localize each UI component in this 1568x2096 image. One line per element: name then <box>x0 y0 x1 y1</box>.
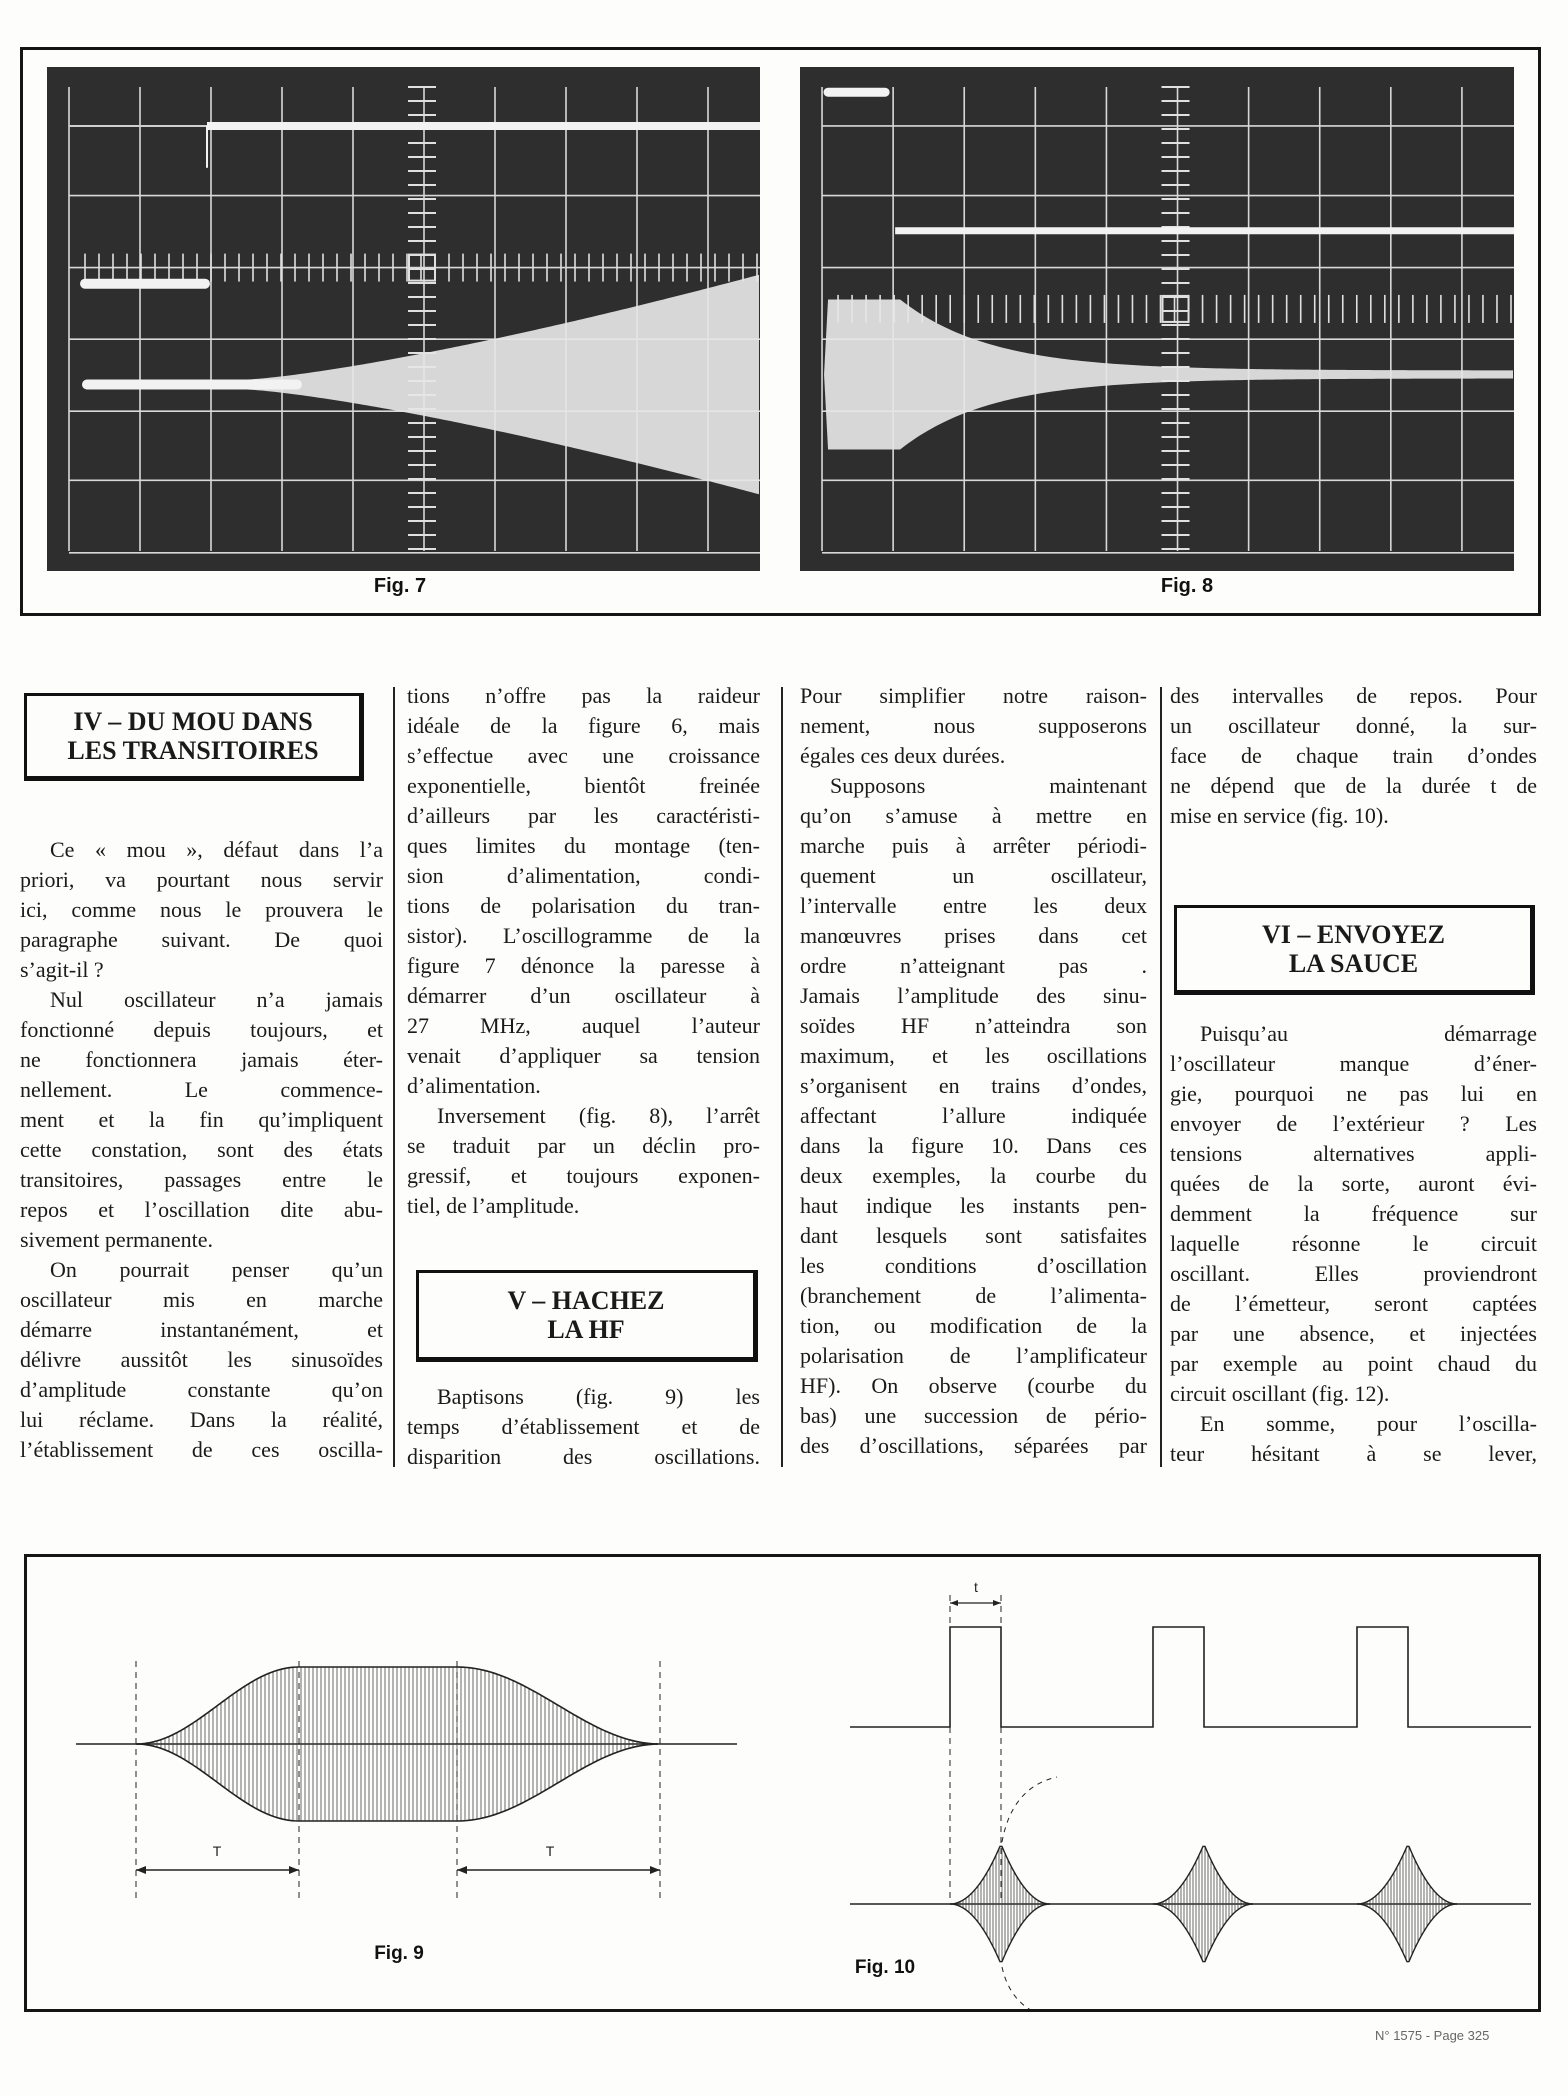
column-4-text-continued <box>1170 1019 1537 1469</box>
text-line: l’établissement de ces oscilla- <box>20 1437 383 1462</box>
text-line: dant lesquels sont satisfaites <box>800 1223 1147 1248</box>
heading-line: IV – DU MOU DANS <box>73 707 313 736</box>
diagram-frame <box>24 1554 1541 2012</box>
text-line: tions de polarisation du tran- <box>407 893 760 918</box>
text-line: démarre instantanément, et <box>20 1317 383 1342</box>
fig9-t-label-right: T <box>545 1843 555 1859</box>
text-line: oscillateur mis en marche <box>20 1287 383 1312</box>
text-line: ici, comme nous le prouvera le <box>20 897 383 922</box>
text-line: tiel, de l’amplitude. <box>407 1193 580 1218</box>
fig9-t-label-left: T <box>212 1843 222 1859</box>
text-line: manœuvres prises dans cet <box>800 923 1147 948</box>
column-4-text <box>1170 681 1537 831</box>
text-line: se traduit par un déclin pro- <box>407 1133 760 1158</box>
text-line: qu’on s’amuse à mettre en <box>800 803 1147 828</box>
text-line: gie, pourquoi ne pas lui en <box>1170 1081 1537 1106</box>
fig10-envelope-top <box>1357 1846 1457 1904</box>
fig10-control-signal <box>850 1627 1531 1727</box>
text-line: ment et la fin qu’impliquent <box>20 1107 383 1132</box>
text-line: affectant l’allure indiquée <box>800 1103 1147 1128</box>
text-line: En somme, pour l’oscilla- <box>1200 1411 1537 1436</box>
text-line: d’alimentation. <box>407 1073 541 1098</box>
text-line: ordre n’atteignant pas . <box>800 953 1147 978</box>
fig10-t-label: t <box>974 1579 978 1595</box>
text-line: Ce « mou », défaut dans l’a <box>50 837 383 862</box>
fig10-caption: Fig. 10 <box>854 1957 916 1978</box>
text-line: d’amplitude constante qu’on <box>20 1377 383 1402</box>
text-line: dans la figure 10. Dans ces <box>800 1133 1147 1158</box>
text-line: marche puis à arrêter périodi- <box>800 833 1147 858</box>
fig8-caption: Fig. 8 <box>1160 575 1214 597</box>
text-line: des intervalles de repos. Pour <box>1170 683 1537 708</box>
text-line: l’intervalle entre les deux <box>800 893 1147 918</box>
fig8-oscillogram-photo <box>800 67 1514 571</box>
heading-line: V – HACHEZ <box>507 1286 665 1315</box>
fig10-envelope-top <box>950 1846 1050 1904</box>
text-line: mise en service (fig. 10). <box>1170 803 1389 828</box>
section-heading-v <box>416 1270 758 1362</box>
text-line: laquelle résonne le circuit <box>1170 1231 1537 1256</box>
fig7-caption: Fig. 7 <box>373 575 427 597</box>
text-line: d’ailleurs par les caractéristi- <box>407 803 760 828</box>
fig9-fig10-diagrams <box>27 1557 1538 2009</box>
column-2-text-continued <box>407 1382 760 1472</box>
text-line: venait d’appliquer sa tension <box>407 1043 760 1068</box>
text-line: idéale de la figure 6, mais <box>407 713 760 738</box>
text-line: quées de la sorte, auront évi- <box>1170 1171 1537 1196</box>
fig10-envelope-bottom <box>1357 1904 1457 1962</box>
text-line: Jamais l’amplitude des sinu- <box>800 983 1147 1008</box>
text-line: Inversement (fig. 8), l’arrêt <box>437 1103 760 1128</box>
text-line: tensions alternatives appli- <box>1170 1141 1537 1166</box>
section-heading-iv <box>24 693 364 781</box>
text-line: On pourrait penser qu’un <box>50 1257 383 1282</box>
heading-line: LA HF <box>547 1315 625 1344</box>
text-line: gressif, et toujours exponen- <box>407 1163 760 1188</box>
text-line: Puisqu’au démarrage <box>1200 1021 1537 1046</box>
text-line: un oscillateur donné, la sur- <box>1170 713 1537 738</box>
text-line: s’agit-il ? <box>20 957 104 982</box>
text-line: nement, nous supposerons <box>800 713 1147 738</box>
text-line: figure 7 dénonce la paresse à <box>407 953 760 978</box>
text-line: circuit oscillant (fig. 12). <box>1170 1381 1390 1406</box>
text-line: égales ces deux durées. <box>800 743 1006 768</box>
section-heading-vi <box>1174 905 1535 995</box>
text-line: disparition des oscillations. <box>407 1444 760 1469</box>
text-line: (branchement de l’alimenta- <box>800 1283 1147 1308</box>
fig10-dashed-arc <box>1002 1967 1057 2009</box>
text-line: s’organisent en trains d’ondes, <box>800 1073 1147 1098</box>
text-line: fonctionné depuis toujours, et <box>20 1017 383 1042</box>
text-line: s’effectue avec une croissance <box>407 743 760 768</box>
text-line: teur hésitant à se lever, <box>1170 1441 1537 1466</box>
column-1-text <box>20 835 383 1465</box>
fig10-envelope-top <box>1153 1846 1253 1904</box>
text-line: oscillant. Elles proviendront <box>1170 1261 1537 1286</box>
text-line: demment la fréquence sur <box>1170 1201 1537 1226</box>
column-divider <box>393 687 395 1467</box>
heading-line: LES TRANSITOIRES <box>67 736 319 765</box>
column-2-text <box>407 681 760 1221</box>
text-line: exponentielle, bientôt freinée <box>407 773 760 798</box>
text-line: HF). On observe (courbe du <box>800 1373 1147 1398</box>
text-line: nellement. Le commence- <box>20 1077 383 1102</box>
text-line: lui réclame. Dans la réalité, <box>20 1407 383 1432</box>
text-line: maximum, et les oscillations <box>800 1043 1147 1068</box>
text-line: quement un oscillateur, <box>800 863 1147 888</box>
text-line: bas) une succession de pério- <box>800 1403 1147 1428</box>
heading-line: LA SAUCE <box>1288 949 1419 978</box>
text-line: les conditions d’oscillation <box>800 1253 1147 1278</box>
text-line: 27 MHz, auquel l’auteur <box>407 1013 760 1038</box>
text-line: par une absence, et injectées <box>1170 1321 1537 1346</box>
page-footer: N° 1575 - Page 325 <box>1375 2028 1490 2043</box>
text-line: Supposons maintenant <box>830 773 1147 798</box>
text-line: ne dépend que de la durée t de <box>1170 773 1537 798</box>
text-line: Pour simplifier notre raison- <box>800 683 1147 708</box>
text-line: démarrer d’un oscillateur à <box>407 983 760 1008</box>
fig10-envelope-bottom <box>1153 1904 1253 1962</box>
text-line: ne fonctionnera jamais éter- <box>20 1047 383 1072</box>
fig9-caption: Fig. 9 <box>374 1943 424 1964</box>
text-line: polarisation de l’amplificateur <box>800 1343 1147 1368</box>
column-3-text <box>800 681 1147 1461</box>
text-line: soïdes HF n’atteindra son <box>800 1013 1147 1038</box>
text-line: haut indique les instants pen- <box>800 1193 1147 1218</box>
fig10-envelope-bottom <box>950 1904 1050 1962</box>
text-line: l’oscillateur manque d’éner- <box>1170 1051 1537 1076</box>
text-line: deux exemples, la courbe du <box>800 1163 1147 1188</box>
text-line: paragraphe suivant. De quoi <box>20 927 383 952</box>
text-line: par exemple au point chaud du <box>1170 1351 1537 1376</box>
heading-line: VI – ENVOYEZ <box>1262 920 1445 949</box>
text-line: délivre aussitôt les sinusoïdes <box>20 1347 383 1372</box>
fig7-oscillogram-photo <box>47 67 760 571</box>
text-line: repos et l’oscillation dite abu- <box>20 1197 383 1222</box>
text-line: temps d’établissement et de <box>407 1414 760 1439</box>
fig10-dashed-arc <box>1002 1777 1057 1842</box>
text-line: priori, va pourtant nous servir <box>20 867 383 892</box>
text-line: des d’oscillations, séparées par <box>800 1433 1147 1458</box>
text-line: cette constation, sont des états <box>20 1137 383 1162</box>
text-line: tions n’offre pas la raideur <box>407 683 760 708</box>
column-divider <box>1160 687 1162 1467</box>
text-line: sistor). L’oscillogramme de la <box>407 923 760 948</box>
text-line: sion d’alimentation, condi- <box>407 863 760 888</box>
text-line: tion, ou modification de la <box>800 1313 1147 1338</box>
text-line: de l’émetteur, seront captées <box>1170 1291 1537 1316</box>
text-line: face de chaque train d’ondes <box>1170 743 1537 768</box>
column-divider <box>781 687 783 1467</box>
text-line: ques limites du montage (ten- <box>407 833 760 858</box>
text-line: envoyer de l’extérieur ? Les <box>1170 1111 1537 1136</box>
text-line: Nul oscillateur n’a jamais <box>50 987 383 1012</box>
text-line: Baptisons (fig. 9) les <box>437 1384 760 1409</box>
text-line: sivement permanente. <box>20 1227 214 1252</box>
text-line: transitoires, passages entre le <box>20 1167 383 1192</box>
